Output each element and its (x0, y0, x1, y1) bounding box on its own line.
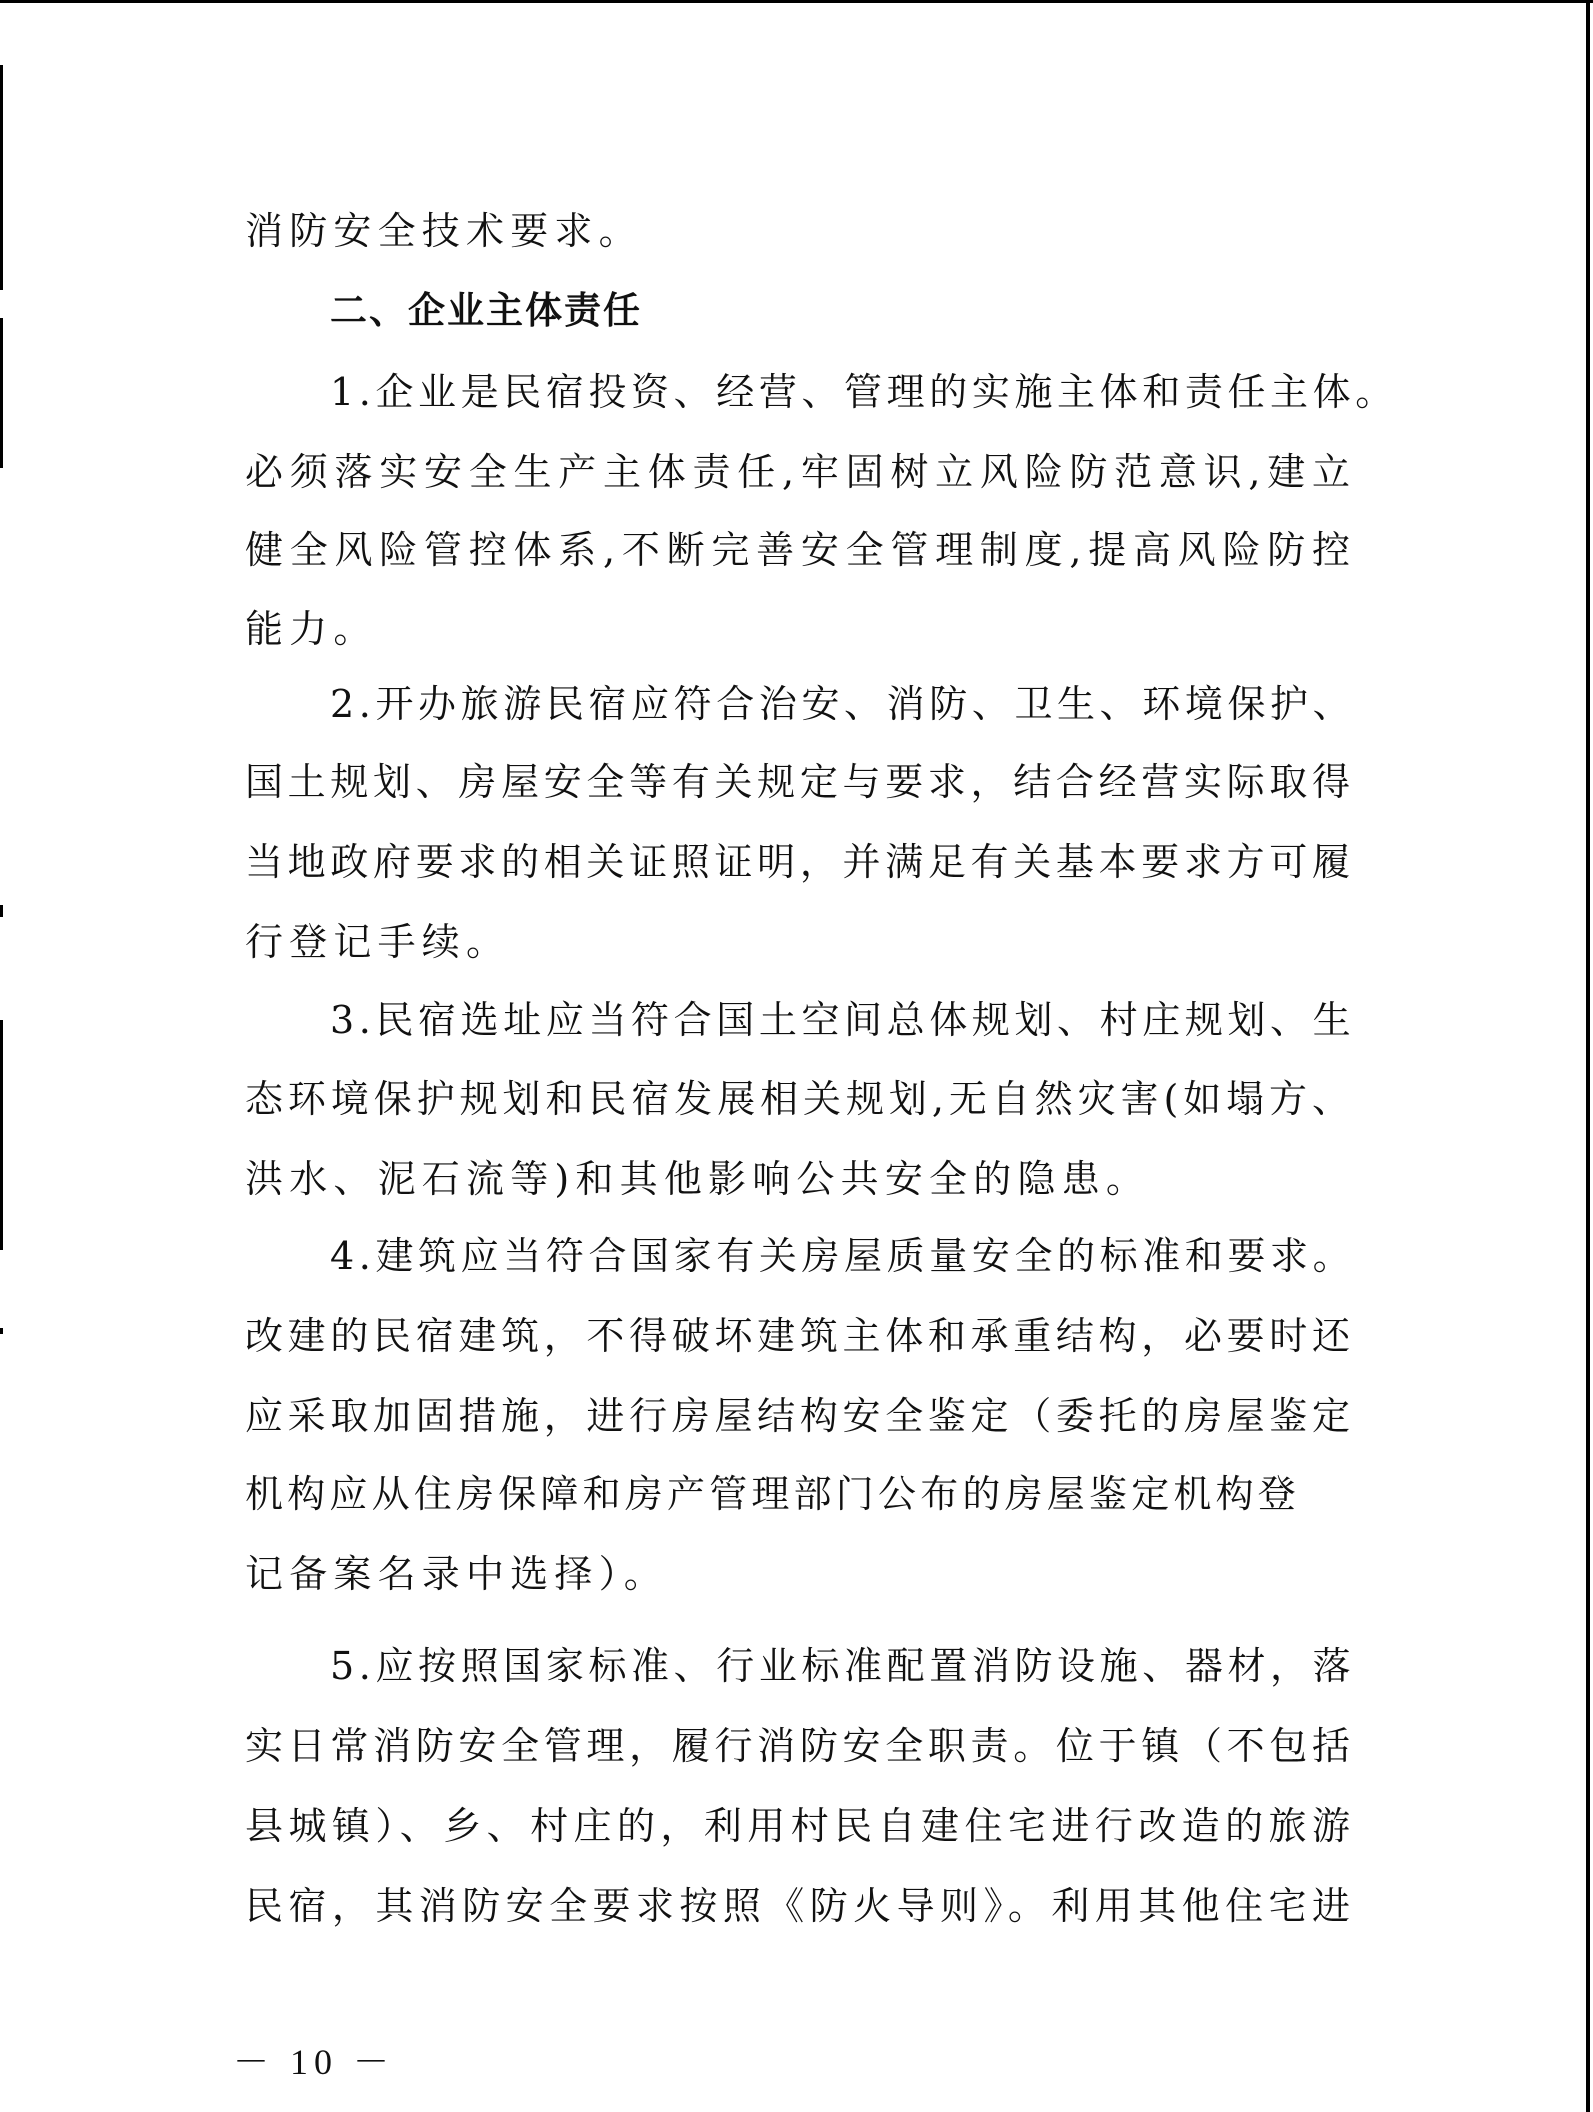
paragraph-line: 5.应按照国家标准、行业标准配置消防设施、器材，落 (330, 1644, 1356, 1688)
paragraph-line: 实日常消防安全管理，履行消防安全职责。位于镇（不包括 (245, 1724, 1350, 1768)
paragraph-line: 民宿，其消防安全要求按照《防火导则》。利用其他住宅进 (245, 1884, 1350, 1928)
paragraph-line: 改建的民宿建筑，不得破坏建筑主体和承重结构，必要时还 (245, 1314, 1350, 1358)
paragraph-line: 当地政府要求的相关证照证明，并满足有关基本要求方可履 (245, 840, 1350, 884)
scan-left-mark (0, 318, 3, 468)
paragraph-line: 洪水、泥石流等)和其他影响公共安全的隐患。 (245, 1157, 1151, 1201)
scan-left-mark (0, 905, 3, 917)
paragraph-line: 国土规划、房屋安全等有关规定与要求，结合经营实际取得 (245, 760, 1350, 804)
paragraph-line: 健全风险管控体系,不断完善安全管理制度,提高风险防控 (245, 528, 1350, 572)
scan-right-border (1586, 0, 1590, 2112)
paragraph-line: 1.企业是民宿投资、经营、管理的实施主体和责任主体。 (330, 370, 1398, 414)
paragraph-line: 2.开办旅游民宿应符合治安、消防、卫生、环境保护、 (330, 682, 1356, 726)
scan-top-border (0, 0, 1593, 3)
page-number: － 10 － (233, 2042, 396, 2082)
paragraph-line: 态环境保护规划和民宿发展相关规划,无自然灾害(如塌方、 (245, 1077, 1350, 1121)
paragraph-line: 记备案名录中选择）。 (245, 1552, 669, 1596)
paragraph-line: 行登记手续。 (245, 920, 511, 964)
scan-left-mark (0, 65, 3, 290)
paragraph-line: 必须落实安全生产主体责任,牢固树立风险防范意识,建立 (245, 450, 1350, 494)
section-heading: 二、企业主体责任 (330, 289, 642, 332)
paragraph-line: 县城镇）、乡、村庄的，利用村民自建住宅进行改造的旅游 (245, 1804, 1350, 1848)
paragraph-line: 应采取加固措施，进行房屋结构安全鉴定（委托的房屋鉴定 (245, 1394, 1350, 1438)
paragraph-line: 4.建筑应当符合国家有关房屋质量安全的标准和要求。 (330, 1234, 1356, 1278)
paragraph-line: 能力。 (245, 607, 378, 651)
scan-left-mark (0, 1328, 3, 1334)
paragraph-line: 3.民宿选址应当符合国土空间总体规划、村庄规划、生 (330, 998, 1356, 1042)
scan-left-mark (0, 1020, 3, 1250)
continuation-text: 消防安全技术要求。 (245, 209, 643, 253)
paragraph-line: 机构应从住房保障和房产管理部门公布的房屋鉴定机构登 (245, 1472, 1301, 1516)
